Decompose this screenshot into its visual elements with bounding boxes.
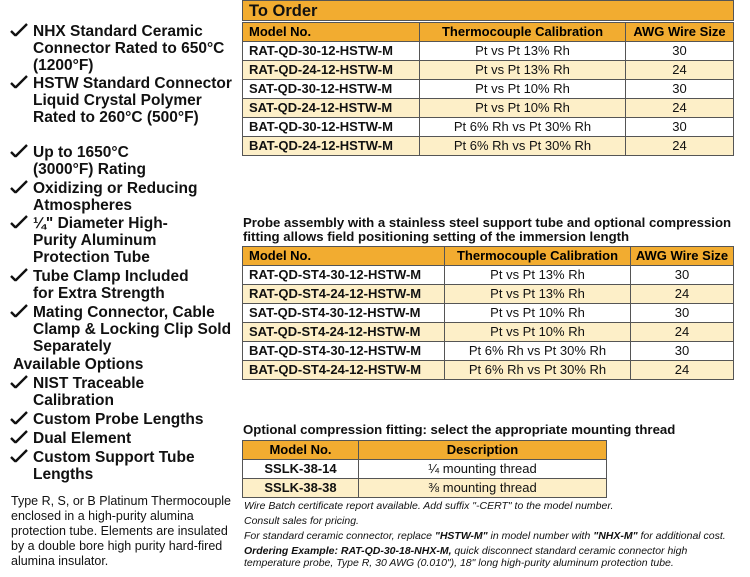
calibration-cell: Pt 6% Rh vs Pt 30% Rh: [445, 361, 631, 380]
model-cell: BAT-QD-ST4-24-12-HSTW-M: [243, 361, 445, 380]
table-header-row: [243, 23, 734, 42]
column-header: Model No.: [243, 247, 445, 266]
awg-cell: 30: [626, 42, 734, 61]
calibration-cell: Pt vs Pt 13% Rh: [445, 266, 631, 285]
fitting-table: [242, 440, 607, 498]
column-header: Description: [359, 441, 607, 460]
calibration-cell: Pt vs Pt 13% Rh: [445, 285, 631, 304]
table-row: [243, 137, 734, 156]
option-item: Custom Probe Lengths: [10, 411, 235, 428]
awg-cell: 30: [626, 118, 734, 137]
checkmark-icon: [10, 144, 28, 158]
note-connector: For standard ceramic connector, replace "HSTW-M" in model number with "NHX-M" for additional cost.: [244, 530, 726, 542]
awg-cell: 24: [631, 361, 734, 380]
calibration-cell: Pt 6% Rh vs Pt 30% Rh: [445, 342, 631, 361]
feature-item: ¼" Diameter High-Purity Aluminum Protection Tube: [10, 215, 235, 266]
calibration-cell: Pt 6% Rh vs Pt 30% Rh: [420, 137, 626, 156]
checkmark-icon: [10, 449, 28, 463]
probe-table: [242, 246, 734, 380]
table-row: [243, 285, 734, 304]
table-row: [243, 42, 734, 61]
model-cell: SAT-QD-ST4-24-12-HSTW-M: [243, 323, 445, 342]
option-item: NIST Traceable Calibration: [10, 375, 235, 409]
checkmark-icon: [10, 411, 28, 425]
table-row: [243, 99, 734, 118]
awg-cell: 24: [631, 285, 734, 304]
awg-cell: 24: [626, 99, 734, 118]
footnotes: [244, 500, 744, 572]
description-cell: ¼ mounting thread: [359, 460, 607, 479]
table-row: [243, 361, 734, 380]
checkmark-icon: [10, 215, 28, 229]
checkmark-icon: [10, 23, 28, 37]
probe-caption: Probe assembly with a stainless steel support tube and optional compression fitting allows field positioning setting of the immersion length: [243, 215, 732, 244]
model-cell: BAT-QD-30-12-HSTW-M: [243, 118, 420, 137]
model-cell: SSLK-38-14: [243, 460, 359, 479]
column-header: Model No.: [243, 23, 420, 42]
model-cell: RAT-QD-24-12-HSTW-M: [243, 61, 420, 80]
column-header: AWG Wire Size: [626, 23, 734, 42]
checkmark-icon: [10, 304, 28, 318]
feature-item: Tube Clamp Included for Extra Strength: [10, 268, 235, 302]
feature-item: HSTW Standard Connector Liquid Crystal Polymer Rated to 260°C (500°F): [10, 75, 235, 126]
calibration-cell: Pt vs Pt 13% Rh: [420, 42, 626, 61]
note-cert: Wire Batch certificate report available. Add suffix "-CERT" to the model number.: [244, 500, 614, 512]
checkmark-icon: [10, 268, 28, 282]
model-cell: SSLK-38-38: [243, 479, 359, 498]
options-heading: Available Options: [13, 356, 144, 373]
fitting-caption: Optional compression fitting: select the appropriate mounting thread: [243, 422, 676, 437]
model-cell: RAT-QD-ST4-24-12-HSTW-M: [243, 285, 445, 304]
feature-item: Mating Connector, Cable Clamp & Locking Clip Sold Separately: [10, 304, 235, 355]
table-row: [243, 61, 734, 80]
feature-item: Up to 1650°C (3000°F) Rating: [10, 144, 235, 178]
order-title: To Order: [242, 0, 734, 21]
awg-cell: 24: [626, 61, 734, 80]
calibration-cell: Pt vs Pt 10% Rh: [420, 80, 626, 99]
option-item: Custom Support Tube Lengths: [10, 449, 235, 483]
awg-cell: 24: [631, 323, 734, 342]
awg-cell: 30: [631, 304, 734, 323]
table-row: [243, 80, 734, 99]
table-row: [243, 118, 734, 137]
column-header: Thermocouple Calibration: [420, 23, 626, 42]
awg-cell: 30: [631, 342, 734, 361]
calibration-cell: Pt vs Pt 13% Rh: [420, 61, 626, 80]
awg-cell: 24: [626, 137, 734, 156]
calibration-cell: Pt vs Pt 10% Rh: [445, 304, 631, 323]
note-ordering-example: Ordering Example: RAT-QD-30-18-NHX-M, quick disconnect standard ceramic connector high temperature probe, Type R, 30 AWG (0.010"), 18" long high-purity aluminum protection tube.: [244, 545, 688, 569]
checkmark-icon: [10, 430, 28, 444]
awg-cell: 30: [631, 266, 734, 285]
description-cell: ⅜ mounting thread: [359, 479, 607, 498]
calibration-cell: Pt vs Pt 10% Rh: [420, 99, 626, 118]
model-cell: SAT-QD-ST4-30-12-HSTW-M: [243, 304, 445, 323]
awg-cell: 30: [626, 80, 734, 99]
model-cell: BAT-QD-24-12-HSTW-M: [243, 137, 420, 156]
checkmark-icon: [10, 375, 28, 389]
feature-item: Oxidizing or Reducing Atmospheres: [10, 180, 235, 214]
model-cell: SAT-QD-30-12-HSTW-M: [243, 80, 420, 99]
note-pricing: Consult sales for pricing.: [244, 515, 359, 527]
table-row: [243, 460, 607, 479]
column-header: AWG Wire Size: [631, 247, 734, 266]
model-cell: RAT-QD-ST4-30-12-HSTW-M: [243, 266, 445, 285]
table-row: [243, 342, 734, 361]
column-header: Thermocouple Calibration: [445, 247, 631, 266]
table-row: [243, 479, 607, 498]
checkmark-icon: [10, 75, 28, 89]
column-header: Model No.: [243, 441, 359, 460]
feature-item: NHX Standard Ceramic Connector Rated to 650°C (1200°F): [10, 23, 235, 74]
table-header-row: [243, 441, 607, 460]
model-cell: RAT-QD-30-12-HSTW-M: [243, 42, 420, 61]
product-description: Type R, S, or B Platinum Thermocouple enclosed in a high-purity alumina protection tube. Elements are insulated by a double bore high purity hard-fired alumina insulator.: [11, 494, 232, 568]
model-cell: BAT-QD-ST4-30-12-HSTW-M: [243, 342, 445, 361]
checkmark-icon: [10, 180, 28, 194]
table-header-row: [243, 247, 734, 266]
table-row: [243, 304, 734, 323]
calibration-cell: Pt vs Pt 10% Rh: [445, 323, 631, 342]
order-table: [242, 22, 734, 156]
model-cell: SAT-QD-24-12-HSTW-M: [243, 99, 420, 118]
calibration-cell: Pt 6% Rh vs Pt 30% Rh: [420, 118, 626, 137]
table-row: [243, 323, 734, 342]
option-item: Dual Element: [10, 430, 235, 447]
table-row: [243, 266, 734, 285]
